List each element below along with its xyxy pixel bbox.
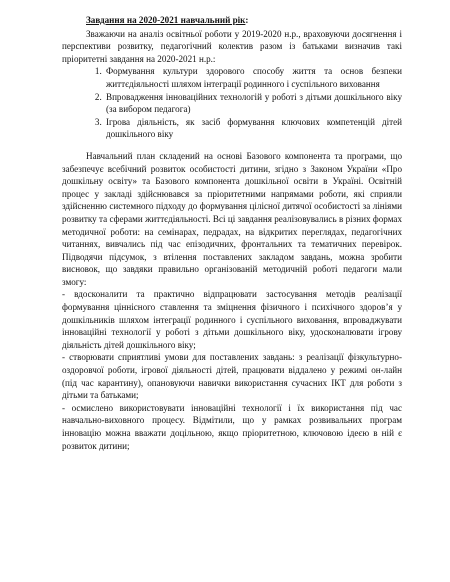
task-item: 1. Формування культури здорового способу життя та основ безпеки життєдіяльності шляхом інтеграції родинного і суспільного виховання bbox=[104, 65, 402, 90]
bullet-paragraph: - створювати сприятливі умови для поставлених завдань: з реалізації фізкультурно-оздоровчої роботи, ігрової діяльності дітей, працювати віддалено у режимі он-лайн (під час карантину), опановуючи навички використання сучасних ІКТ для роботи з дітьми та батьками; bbox=[62, 352, 402, 401]
heading-text: Завдання на 2020-2021 навчальний рік bbox=[86, 15, 246, 25]
bullet-paragraph: - вдосконалити та практично відпрацювати застосування методів реалізації формування ціннісного ставлення та зміцнення фізичного і психічного здоров’я у дошкільників шляхом інтеграції родинного і суспільного виховання, впроваджувати інноваційні технології у роботі з дітьми дошкільного віку, удосконалювати ігрову діяльність дітей дошкільного віку; bbox=[62, 289, 402, 350]
bullet-paragraph: - осмислено використовувати інноваційні технології і їх використання під час навчально-виховного процесу. Відмітили, що у рамках розвивальних програм інновацію можна вважати доцільною, якщо пріоритетною, ключовою ідеєю в ній є розвиток дитини; bbox=[62, 402, 402, 451]
task-item: 3. Ігрова діяльність, як засіб формування ключових компетенцій дітей дошкільного віку bbox=[104, 116, 402, 141]
task-item: 2. Впровадження інноваційних технологій у роботі з дітьми дошкільного віку (за вибором педагога) bbox=[104, 91, 402, 116]
task-list bbox=[62, 65, 402, 141]
document-body bbox=[62, 14, 402, 452]
heading-colon: : bbox=[245, 15, 249, 25]
intro-paragraph: Зважаючи на аналіз освітньої роботи у 2019-2020 н.р., враховуючи досягнення і перспективи розвитку, педагогічний колектив разом із батьками визначив такі пріоритетні завдання на 2020-2021 н.р.: bbox=[62, 28, 402, 64]
section-heading bbox=[86, 14, 402, 27]
body-paragraph: Навчальний план складений на основі Базового компонента та програми, що забезпечує всебічний розвиток особистості дитини, згідно з Законом України «Про дошкільну освіту» та Базового компонента дошкільної освіти в Україні. Освітній процес у закладі здійснювався за пріоритетними напрямами роботи, які сприяли здійсненню системного підходу до формування цілісної дитячої особистості за лініями розвитку та сферами життєдіяльності. Всі ці завдання реалізовувались в різних формах методичної роботи: на семінарах, педрадах, на відкритих переглядах, педагогічних читаннях, вивчались під час епізодичних, фронтальних та тематичних перевірок. Підводячи підсумок, з втілення поставлених закладом завдань, можна зробити висновок, що завдяки правильно організованій методичній роботі педагоги мали змогу: bbox=[62, 150, 402, 287]
paragraph-spacer bbox=[62, 141, 402, 150]
